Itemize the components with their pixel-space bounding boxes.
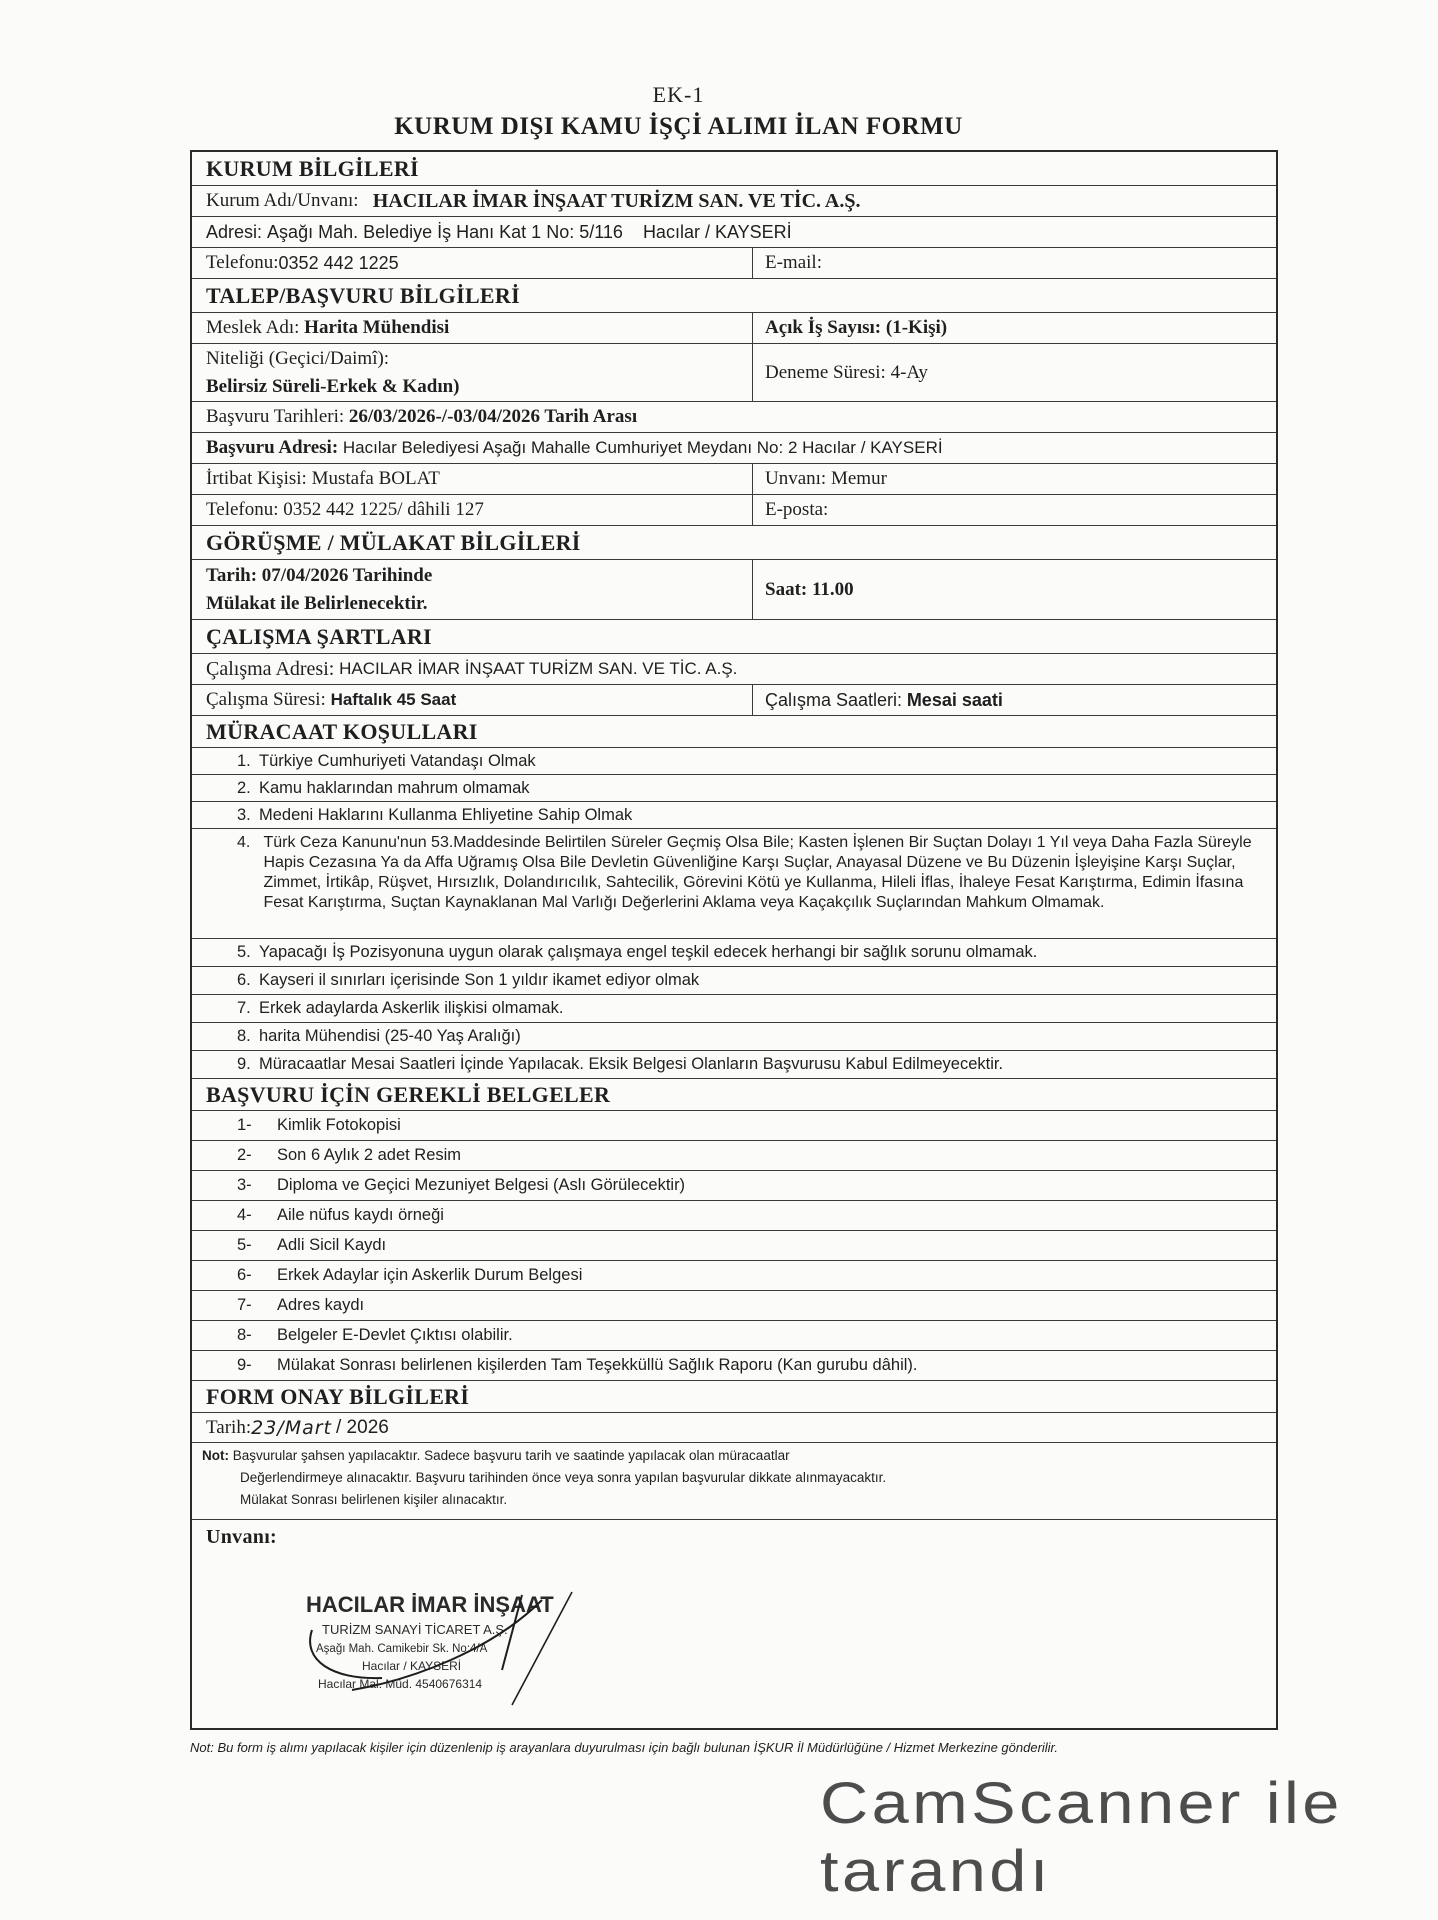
section-kurum-bilgileri: KURUM BİLGİLERİ: [192, 152, 1276, 186]
scanner-watermark: CamScanner ile tarandı: [820, 1771, 1343, 1904]
onay-tarih-row: [192, 1413, 1276, 1443]
kurum-telefon-value: 0352 442 1225: [278, 252, 399, 273]
note-line-2: Değerlendirmeye alınacaktır. Başvuru tarihinden önce veya sonra yapılan başvurular dikkate alınmayacaktır.: [240, 1470, 887, 1485]
onay-unvan-row: [192, 1522, 1276, 1552]
condition-text: Kamu haklarından mahrum olmamak: [259, 778, 530, 797]
acik-is-value: (1-Kişi): [885, 317, 948, 338]
document-text: Erkek Adaylar için Askerlik Durum Belgesi: [277, 1266, 583, 1284]
basvuru-tarih-row: [192, 402, 1276, 433]
document-item: [192, 1141, 1276, 1171]
document-text: Son 6 Aylık 2 adet Resim: [277, 1146, 462, 1164]
basvuru-adres-row: [192, 433, 1276, 464]
condition-item: [192, 775, 1276, 802]
stamp-line-3: Aşağı Mah. Camikebir Sk. No:4/A: [316, 1643, 488, 1655]
condition-text: Yapacağı İş Pozisyonuna uygun olarak çalışmaya engel teşkil edecek herhangi bir sağlık sorunu olmamak.: [259, 943, 1038, 961]
document-text: Kimlik Fotokopisi: [277, 1116, 401, 1134]
condition-number: 7.: [237, 999, 251, 1017]
condition-number: 2.: [237, 778, 251, 797]
calisma-sure-value: Haftalık 45 Saat: [330, 690, 457, 709]
calisma-saatleri-label: Çalışma Saatleri:: [765, 689, 903, 710]
document-text: Adres kaydı: [277, 1296, 365, 1314]
document-text: Aile nüfus kaydı örneği: [277, 1206, 444, 1224]
section-gerekli-belgeler: BAŞVURU İÇİN GEREKLİ BELGELER: [192, 1079, 1276, 1111]
condition-text: Müracaatlar Mesai Saatleri İçinde Yapılacak. Eksik Belgesi Olanların Başvurusu Kabul Edilmeyecektir.: [259, 1055, 1004, 1073]
kurum-ad-value: HACILAR İMAR İNŞAAT TURİZM SAN. VE TİC. A.Ş.: [372, 189, 861, 212]
unvan-value: Memur: [830, 468, 887, 489]
condition-number: 4.: [237, 834, 251, 851]
document-item: [192, 1111, 1276, 1141]
condition-number: 6.: [237, 971, 251, 989]
document-item: [192, 1321, 1276, 1351]
document-text: Belgeler E-Devlet Çıktısı olabilir.: [277, 1326, 513, 1344]
condition-item: [192, 939, 1276, 967]
document-number: 4-: [237, 1206, 252, 1224]
section-form-onay: FORM ONAY BİLGİLERİ: [192, 1381, 1276, 1413]
acik-is-cell: [752, 313, 1276, 343]
condition-number: 5.: [237, 943, 251, 961]
mulakat-saat: Saat: 11.00: [765, 578, 854, 600]
document-item: [192, 1231, 1276, 1261]
form-footnote: Not: Bu form iş alımı yapılacak kişiler için düzenlenip iş arayanlara duyurulması için bağlı bulunan İŞKUR İl Müdürlüğüne / Hizmet Merkezine gönderilir.: [190, 1740, 1059, 1755]
nitelik-value: Belirsiz Süreli-Erkek & Kadın): [206, 375, 460, 397]
calisma-sure-row: [192, 685, 1276, 716]
document-item: [192, 1291, 1276, 1321]
condition-text: Medeni Haklarını Kullanma Ehliyetine Sahip Olmak: [259, 805, 633, 824]
talep-telefon-value: 0352 442 1225/ dâhili 127: [283, 499, 484, 520]
document-number: 6-: [237, 1266, 252, 1284]
meslek-value: Harita Mühendisi: [304, 317, 450, 338]
onay-note-area: [192, 1443, 1276, 1519]
form-title: KURUM DIŞI KAMU İŞÇİ ALIMI İLAN FORMU: [394, 113, 963, 140]
eposta-label: E-posta:: [765, 499, 829, 520]
calisma-adres-label: Çalışma Adresi:: [206, 657, 335, 680]
divider: [192, 1519, 1276, 1520]
section-calisma-sartlari: ÇALIŞMA ŞARTLARI: [192, 620, 1276, 654]
irtibat-value: Mustafa BOLAT: [311, 468, 440, 489]
stamp-line-5: Hacılar Mal. Müd. 4540676314: [318, 1677, 483, 1691]
onay-tarih-label: Tarih:: [206, 1416, 252, 1438]
note-label: Not:: [202, 1448, 229, 1463]
unvan-cell: [752, 464, 1276, 494]
kurum-email-cell: [752, 248, 1276, 278]
onay-unvan-label: Unvanı:: [206, 1525, 278, 1548]
kurum-adres-label: Adresi:: [206, 221, 263, 242]
condition-item: [192, 1023, 1276, 1051]
nitelik-row: [192, 344, 1276, 402]
section-talep-bilgileri: TALEP/BAŞVURU BİLGİLERİ: [192, 279, 1276, 313]
condition-text: Türk Ceza Kanunu'nun 53.Maddesinde Belirtilen Süreler Geçmiş Olsa Bile; Kasten İşlenen Bir Suçtan Dolayı 1 Yıl veya Daha Fazla Süreyle Hapis Cezasına Ya da Affa Uğramış Olsa Bile Devletin Güvenliğine Karşı Suçlar, Anayasal Düzene ve Bu Düzenin İşleyişine Karşı Suçlar, Zimmet, İrtikâp, Rüşvet, Hırsızlık, Dolandırıcılık, Sahtecilik, Görevini Kötü ye Kullanma, Hileli İflas, İhaleye Fesat Karıştırma, Edimin İfasına Fesat Karıştırma, Suçtan Kaynaklanan Mal Varlığı Değerlerini Aklama veya Kaçakçılık Suçlarından Mahkum Olmamak.: [263, 834, 1252, 911]
section-muracaat-kosullari: MÜRACAAT KOŞULLARI: [192, 716, 1276, 748]
talep-telefon-label: Telefonu:: [206, 499, 279, 520]
document-text: Adli Sicil Kaydı: [277, 1236, 387, 1254]
calisma-sure-label: Çalışma Süresi:: [206, 689, 326, 710]
job-posting-form: [190, 150, 1278, 1730]
document-number: 7-: [237, 1296, 252, 1314]
document-item: [192, 1201, 1276, 1231]
kurum-adres-value: Aşağı Mah. Belediye İş Hanı Kat 1 No: 5/116: [267, 221, 623, 242]
condition-number: 8.: [237, 1027, 251, 1045]
kurum-ad-row: [192, 186, 1276, 217]
basvuru-adres-value: Hacılar Belediyesi Aşağı Mahalle Cumhuriyet Meydanı No: 2 Hacılar / KAYSERİ: [342, 438, 943, 457]
irtibat-label: İrtibat Kişisi:: [206, 468, 307, 489]
annex-label: EK-1: [652, 82, 705, 107]
section-gorusme: GÖRÜŞME / MÜLAKAT BİLGİLERİ: [192, 526, 1276, 560]
condition-item: [192, 967, 1276, 995]
condition-number: 1.: [237, 751, 251, 770]
condition-text: harita Mühendisi (25-40 Yaş Aralığı): [259, 1027, 521, 1045]
document-number: 9-: [237, 1356, 252, 1374]
condition-text: Türkiye Cumhuriyeti Vatandaşı Olmak: [259, 751, 536, 770]
document-number: 8-: [237, 1326, 252, 1344]
stamp-line-1: HACILAR İMAR İNŞAAT: [306, 1592, 554, 1617]
document-number: 3-: [237, 1176, 252, 1194]
mulakat-tarih-line1: Tarih: 07/04/2026 Tarihinde: [206, 564, 433, 586]
calisma-saatleri-value: Mesai saati: [906, 689, 1003, 710]
document-item: [192, 1171, 1276, 1201]
condition-item: [192, 995, 1276, 1023]
condition-number: 3.: [237, 805, 251, 824]
nitelik-label: Niteliği (Geçici/Daimî):: [206, 347, 390, 369]
deneme-label: Deneme Süresi:: [765, 361, 886, 383]
eposta-cell: [752, 495, 1276, 525]
note-line-1: Başvurular şahsen yapılacaktır. Sadece başvuru tarih ve saatinde yapılacak olan müracaatlar: [232, 1448, 790, 1463]
kurum-adres-city: Hacılar / KAYSERİ: [642, 221, 792, 242]
unvan-label: Unvanı:: [765, 468, 827, 489]
mulakat-saat-cell: [752, 560, 1276, 619]
stamp-line-4: Hacılar / KAYSERİ: [362, 1659, 462, 1673]
company-stamp: [292, 1590, 592, 1710]
basvuru-tarih-value: 26/03/2026-/-03/04/2026 Tarih Arası: [348, 406, 638, 427]
kurum-email-label: E-mail:: [765, 252, 822, 273]
document-number: 2-: [237, 1146, 252, 1164]
deneme-value: 4-Ay: [890, 361, 928, 383]
condition-item: [192, 802, 1276, 829]
meslek-label: Meslek Adı:: [206, 317, 300, 338]
condition-text: Erkek adaylarda Askerlik ilişkisi olmamak.: [259, 999, 564, 1017]
condition-number: 9.: [237, 1055, 251, 1073]
document-number: 1-: [237, 1116, 252, 1134]
meslek-row: [192, 313, 1276, 344]
document-item: [192, 1351, 1276, 1381]
kurum-telefon-row: [192, 248, 1276, 279]
condition-item: [192, 829, 1276, 939]
basvuru-tarih-label: Başvuru Tarihleri:: [206, 406, 345, 427]
acik-is-label: Açık İş Sayısı:: [765, 317, 882, 338]
document-item: [192, 1261, 1276, 1291]
mulakat-tarih-row: [192, 560, 1276, 620]
kurum-adres-row: [192, 217, 1276, 248]
stamp-line-2: TURİZM SANAYİ TİCARET A.Ş.: [322, 1622, 508, 1637]
condition-item: [192, 1051, 1276, 1079]
kurum-telefon-label: Telefonu:: [206, 252, 279, 273]
basvuru-adres-label: Başvuru Adresi:: [206, 437, 339, 458]
calisma-adres-row: [192, 654, 1276, 685]
irtibat-row: [192, 464, 1276, 495]
onay-tarih-handwritten: 23/Mart: [251, 1416, 332, 1439]
deneme-cell: [752, 344, 1276, 401]
document-number: 5-: [237, 1236, 252, 1254]
condition-item: [192, 748, 1276, 775]
talep-telefon-row: [192, 495, 1276, 526]
mulakat-tarih-line2: Mülakat ile Belirlenecektir.: [206, 592, 428, 614]
calisma-saatleri-cell: [752, 685, 1276, 715]
document-text: Mülakat Sonrası belirlenen kişilerden Tam Teşekküllü Sağlık Raporu (Kan gurubu dâhil).: [277, 1356, 918, 1374]
onay-tarih-year: / 2026: [336, 1416, 389, 1438]
document-text: Diploma ve Geçici Mezuniyet Belgesi (Aslı Görülecektir): [277, 1176, 686, 1194]
calisma-adres-value: HACILAR İMAR İNŞAAT TURİZM SAN. VE TİC. A.Ş.: [339, 659, 738, 678]
note-line-3: Mülakat Sonrası belirlenen kişiler alınacaktır.: [240, 1492, 508, 1507]
kurum-ad-label: Kurum Adı/Unvanı:: [206, 190, 359, 211]
condition-text: Kayseri il sınırları içerisinde Son 1 yıldır ikamet ediyor olmak: [259, 971, 700, 989]
